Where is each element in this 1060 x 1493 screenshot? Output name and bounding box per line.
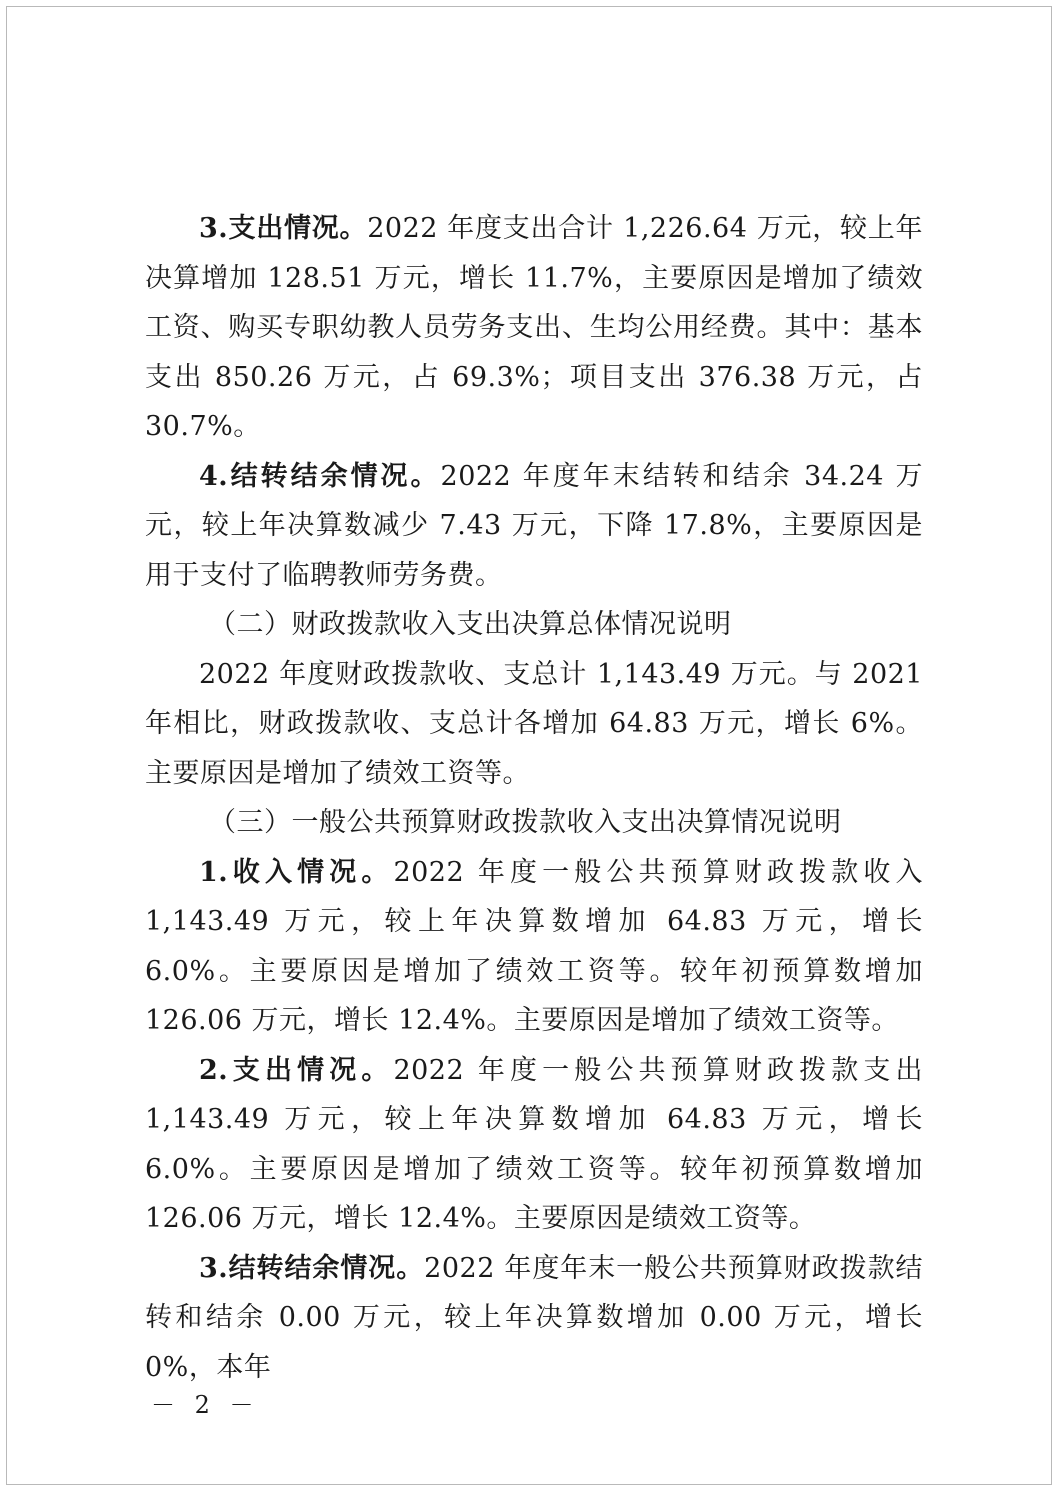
page-number: － 2 － <box>151 1391 260 1419</box>
paragraph-text: 2022 年度年末一般公共预算财政拨款结转和结余 0.00 万元，较上年决算数增加 0.00 万元，增长 0%，本年 <box>145 1252 923 1383</box>
paragraph-text: 2022 年度年末结转和结余 34.24 万元，较上年决算数减少 7.43 万元，下降 17.8%，主要原因是用于支付了临聘教师劳务费。 <box>145 460 923 591</box>
document-page <box>6 6 1052 1485</box>
paragraph-lead: 3.支出情况。 <box>199 213 368 244</box>
document-body <box>145 204 923 1392</box>
paragraph-lead: 2.支出情况。 <box>199 1054 394 1086</box>
paragraph-fiscal-overview <box>145 650 923 799</box>
paragraph-lead: 1.收入情况。 <box>199 856 394 888</box>
paragraph-public-expenditure <box>145 1046 923 1244</box>
paragraph-expenditure <box>145 204 923 452</box>
paragraph-text: 2022 年度支出合计 1,226.64 万元，较上年决算增加 128.51 万元，增长 11.7%，主要原因是增加了绩效工资、购买专职幼教人员劳务支出、生均公用经费。其中：基本支出 850.26 万元，占 69.3%；项目支出 376.38 万元，占 30.7%。 <box>145 213 924 442</box>
section-heading-public-budget: （三）一般公共预算财政拨款收入支出决算情况说明 <box>209 807 842 838</box>
paragraph-text: 2022 年度一般公共预算财政拨款收入 1,143.49 万元，较上年决算数增加 64.83 万元，增长 6.0%。主要原因是增加了绩效工资等。较年初预算数增加 126.06 万元，增长 12.4%。主要原因是增加了绩效工资等。 <box>145 856 924 1036</box>
paragraph-lead: 3.结转结余情况。 <box>199 1252 425 1284</box>
paragraph-income <box>145 848 923 1046</box>
paragraph-carryover <box>145 452 923 601</box>
paragraph-public-carryover <box>145 1244 923 1393</box>
section-heading-fiscal-overview: （二）财政拨款收入支出决算总体情况说明 <box>209 609 732 640</box>
paragraph-lead: 4.结转结余情况。 <box>199 460 441 492</box>
paragraph-text: 2022 年度财政拨款收、支总计 1,143.49 万元。与 2021 年相比，财政拨款收、支总计各增加 64.83 万元，增长 6%。主要原因是增加了绩效工资等。 <box>145 658 923 789</box>
paragraph-text: 2022 年度一般公共预算财政拨款支出 1,143.49 万元，较上年决算数增加 64.83 万元，增长 6.0%。主要原因是增加了绩效工资等。较年初预算数增加 126.06 万元，增长 12.4%。主要原因是绩效工资等。 <box>145 1054 924 1234</box>
